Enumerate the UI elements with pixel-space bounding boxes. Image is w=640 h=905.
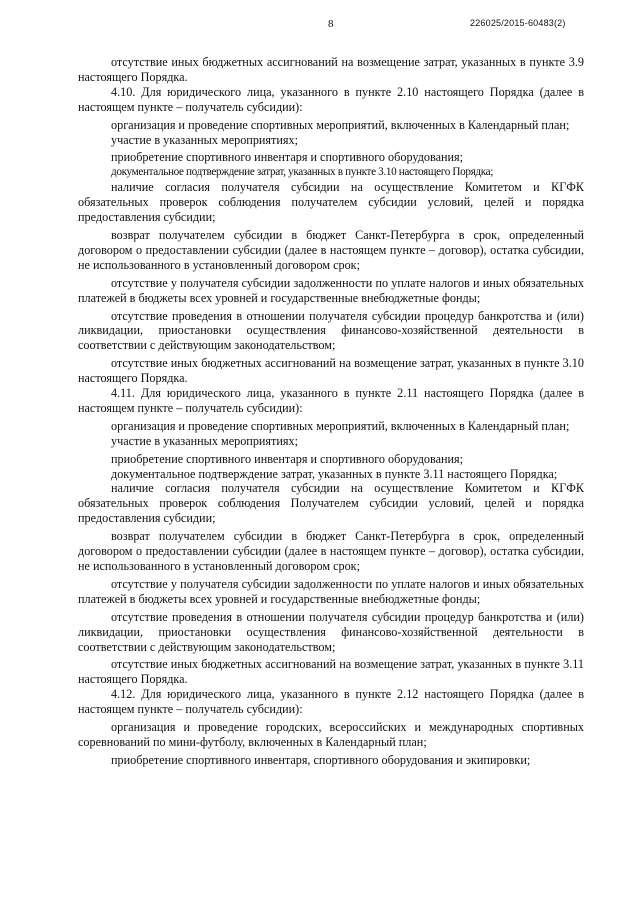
section-heading-4-12: 4.12. Для юридического лица, указанного в пункте 2.12 настоящего Порядка (далее в настоящем пункте – получатель субсидии): [78, 687, 584, 717]
paragraph: наличие согласия получателя субсидии на осуществление Комитетом и КГФК обязательных проверок соблюдения Получателем субсидии условий, целей и порядка предоставления субсидии; [78, 481, 584, 526]
document-body [78, 52, 584, 768]
page-header [0, 14, 640, 34]
paragraph: отсутствие иных бюджетных ассигнований на возмещение затрат, указанных в пункте 3.11 настоящего Порядка. [78, 657, 584, 687]
page-number: 8 [328, 18, 334, 30]
paragraph: участие в указанных мероприятиях; [111, 433, 298, 448]
paragraph: приобретение спортивного инвентаря и спортивного оборудования; [111, 451, 464, 466]
paragraph: возврат получателем субсидии в бюджет Санкт-Петербурга в срок, определенный договором о предоставлении субсидии (далее в настоящем пункте – договор), остатка субсидии, не использованного в установленный договором срок; [78, 227, 584, 272]
paragraph: наличие согласия получателя субсидии на осуществление Комитетом и КГФК обязательных проверок соблюдения получателем субсидии условий, целей и порядка предоставления субсидии; [78, 180, 584, 225]
paragraph: возврат получателем субсидии в бюджет Санкт-Петербурга в срок, определенный договором о предоставлении субсидии (далее в настоящем пункте – договор), остатка субсидии, не использованного в установленный договором срок; [78, 529, 584, 573]
paragraph: участие в указанных мероприятиях; [111, 132, 298, 147]
paragraph: организация и проведение спортивных мероприятий, включенных в Календарный план; [111, 117, 570, 132]
paragraph: организация и проведение городских, всероссийских и международных спортивных соревнований по мини-футболу, включенных в Календарный план; [78, 720, 584, 749]
document-id: 226025/2015-60483(2) [470, 18, 566, 28]
paragraph: отсутствие иных бюджетных ассигнований на возмещение затрат, указанных в пункте 3.9 настоящего Порядка. [78, 55, 584, 84]
paragraph: организация и проведение спортивных мероприятий, включенных в Календарный план; [111, 418, 570, 433]
paragraph: приобретение спортивного инвентаря и спортивного оборудования; [111, 150, 464, 165]
section-heading-4-10: 4.10. Для юридического лица, указанного в пункте 2.10 настоящего Порядка (далее в настоящем пункте – получатель субсидии): [78, 84, 584, 114]
paragraph: отсутствие у получателя субсидии задолженности по уплате налогов и иных обязательных платежей в бюджеты всех уровней и государственные внебюджетные фонды; [78, 576, 584, 606]
paragraph: приобретение спортивного инвентаря, спортивного оборудования и экипировки; [111, 752, 531, 767]
paragraph: отсутствие проведения в отношении получателя субсидии процедур банкротства и (или) ликвидации, приостановки осуществления финансово-хозяйственной деятельности в соответствии с действующим законодательством; [78, 609, 584, 654]
paragraph: отсутствие у получателя субсидии задолженности по уплате налогов и иных обязательных платежей в бюджеты всех уровней и государственные внебюджетные фонды; [78, 275, 584, 305]
section-heading-4-11: 4.11. Для юридического лица, указанного в пункте 2.11 настоящего Порядка (далее в настоящем пункте – получатель субсидии): [78, 386, 584, 415]
paragraph: документальное подтверждение затрат, указанных в пункте 3.11 настоящего Порядка; [111, 466, 558, 481]
paragraph: отсутствие иных бюджетных ассигнований на возмещение затрат, указанных в пункте 3.10 настоящего Порядка. [78, 356, 584, 386]
paragraph: документальное подтверждение затрат, указанных в пункте 3.10 настоящего Порядка; [111, 166, 494, 179]
paragraph: отсутствие проведения в отношении получателя субсидии процедур банкротства и (или) ликвидации, приостановки осуществления финансово-хозяйственной деятельности в соответствии с действующим законодательством; [78, 308, 584, 353]
